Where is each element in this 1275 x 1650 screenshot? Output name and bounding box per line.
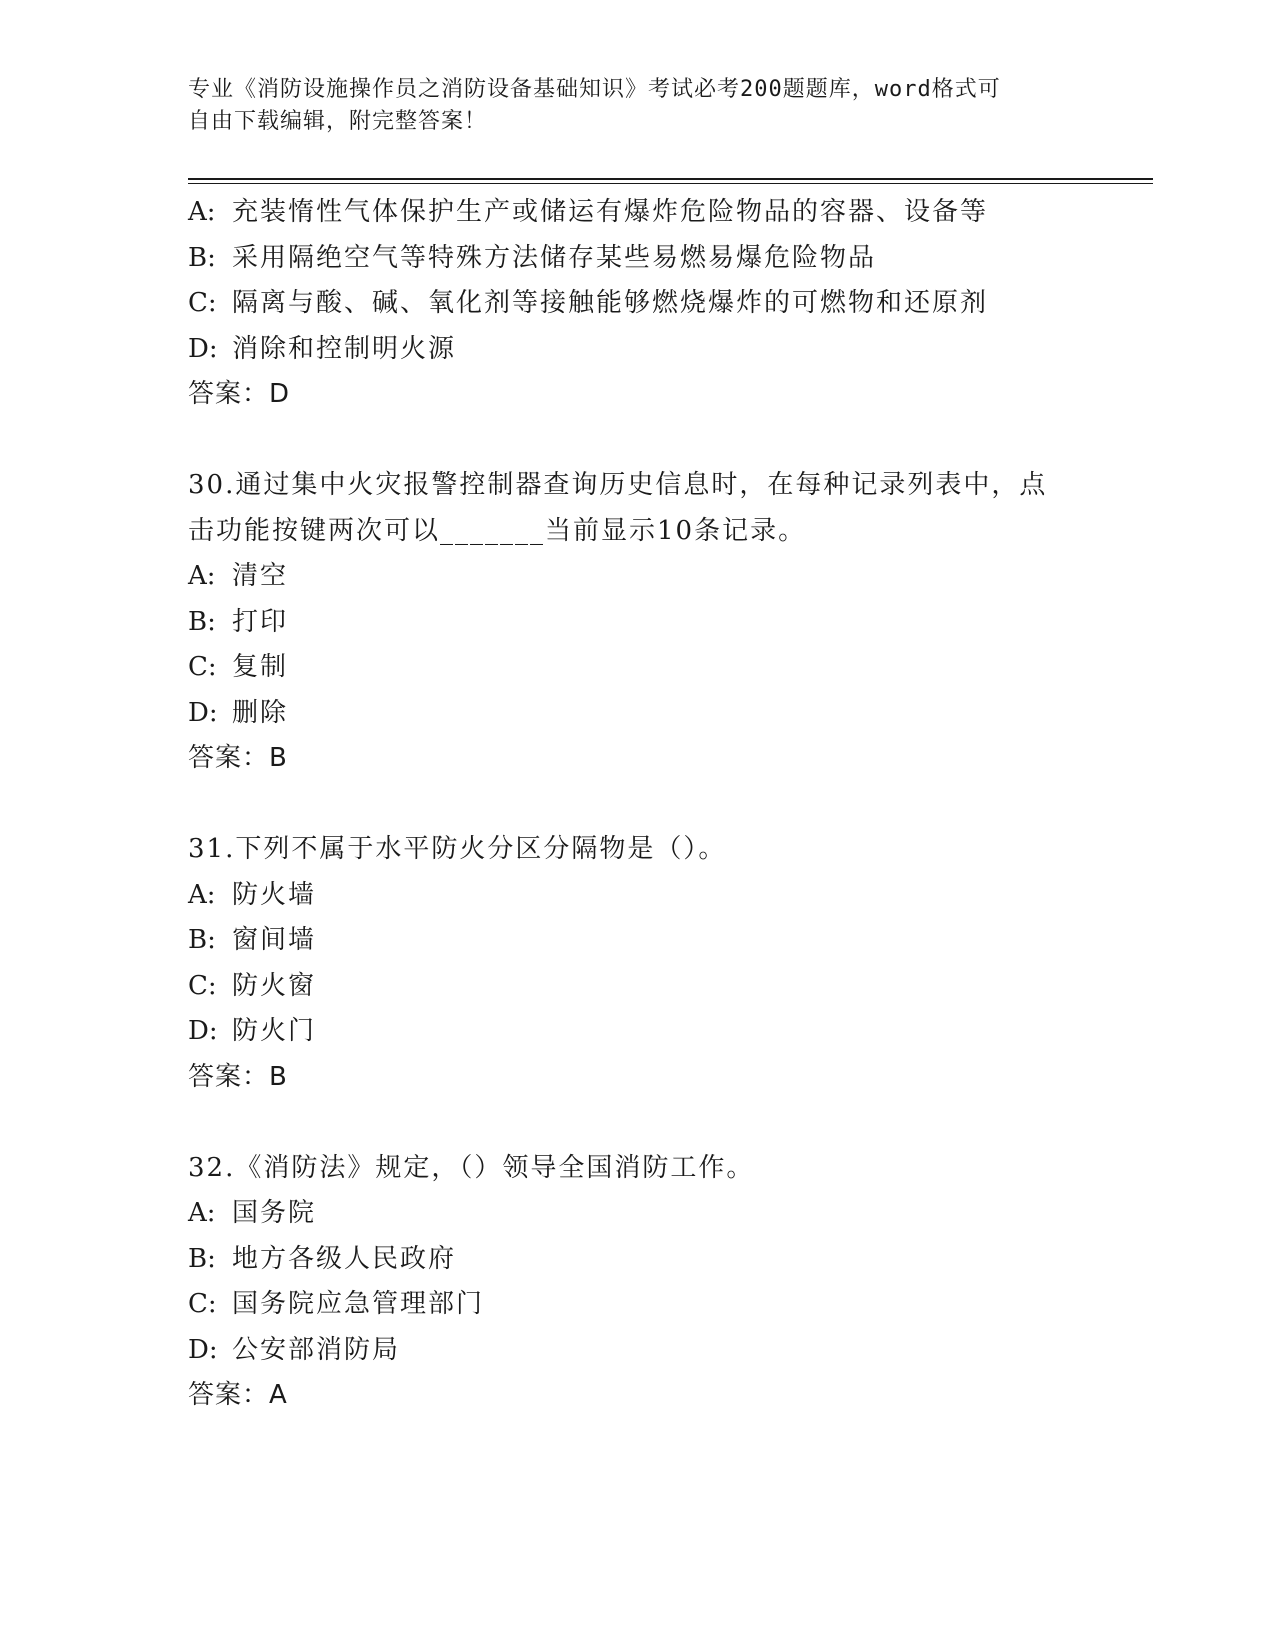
question-text-line-2: 击功能按键两次可以_______当前显示10条记录。 [188,515,807,546]
option-d: D: 消除和控制明火源 [188,333,457,364]
question-text-line-1: 31.下列不属于水平防火分区分隔物是（）。 [188,834,727,864]
option-a: A: 防火墙 [188,879,317,910]
option-a: A: 清空 [188,561,289,591]
option-a: A: 国务院 [188,1198,317,1228]
question-text-line-1: 30.通过集中火灾报警控制器查询历史信息时，在每种记录列表中，点 [188,470,1048,500]
spacer [188,418,1153,464]
question-text-line-1: 32.《消防法》规定，（）领导全国消防工作。 [188,1152,755,1183]
header-line-2: 自由下载编辑，附完整答案！ [188,109,488,134]
option-b: B: 窗间墙 [188,925,317,955]
option-d: D: 防火门 [188,1016,317,1046]
option-c: C: 防火窗 [188,970,317,1001]
option-c: C: 国务院应急管理部门 [188,1289,485,1319]
header-line-1: 专业《消防设施操作员之消防设备基础知识》考试必考200题题库，word格式可 [188,77,1001,102]
option-b: B: 采用隔绝空气等特殊方法储存某些易燃易爆危险物品 [188,242,877,273]
answer-line: 答案：D [188,379,291,409]
option-c: C: 隔离与酸、碱、氧化剂等接触能够燃烧爆炸的可燃物和还原剂 [188,288,989,318]
answer-line: 答案：B [188,743,288,773]
spacer [188,782,1153,828]
answer-line: 答案：A [188,1380,288,1410]
document-header [188,74,1088,138]
option-b: B: 地方各级人民政府 [188,1243,457,1274]
option-a: A: 充装惰性气体保护生产或储运有爆炸危险物品的容器、设备等 [188,197,989,227]
answer-line: 答案：B [188,1061,288,1092]
spacer [188,1100,1153,1146]
question-block-32 [188,1146,1153,1419]
question-block-30 [188,463,1153,782]
question-block-31 [188,827,1153,1100]
question-list [188,190,1153,1419]
option-c: C: 复制 [188,652,289,682]
question-block-29 [188,190,1153,418]
header-divider [188,178,1153,180]
option-b: B: 打印 [188,606,289,637]
option-d: D: 删除 [188,697,289,728]
option-d: D: 公安部消防局 [188,1334,401,1365]
header-divider-thin [188,183,1153,184]
